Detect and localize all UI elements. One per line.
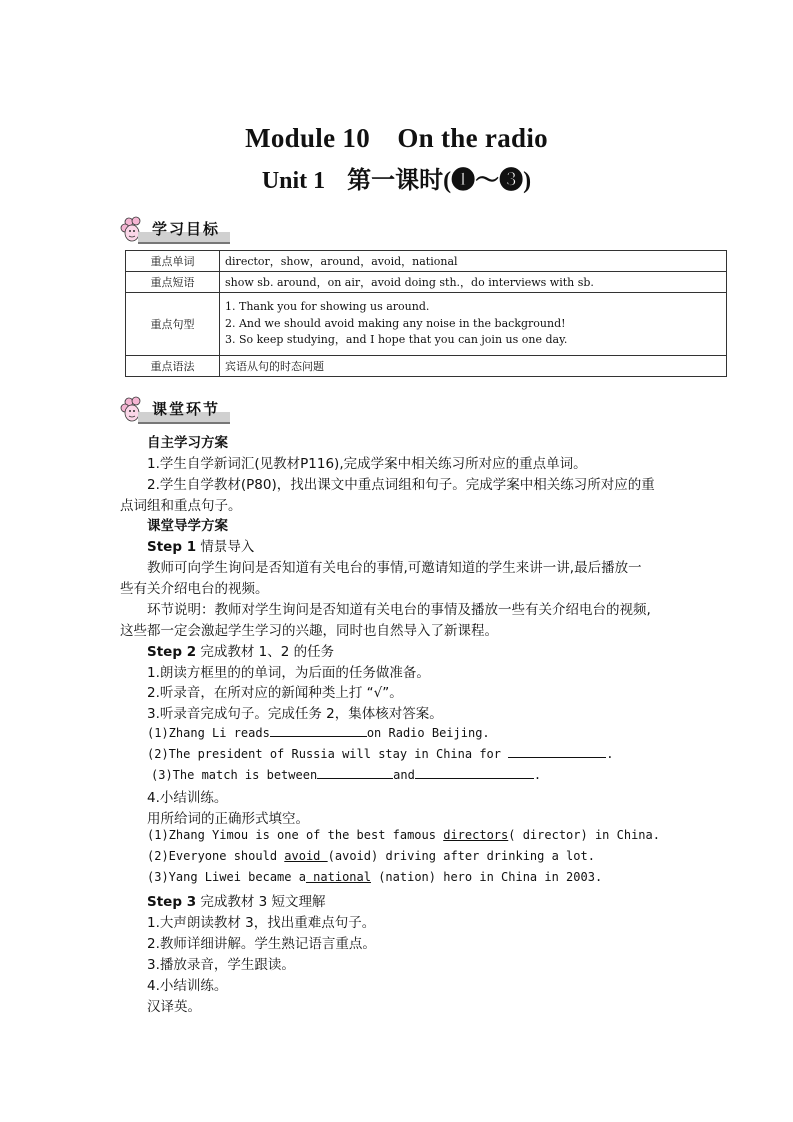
sentence-text: (3)Yang Liwei became a: [147, 870, 306, 884]
step-title: 完成教材 1、2 的任务: [200, 644, 335, 660]
exercise-sentence: [147, 745, 613, 761]
classroom-banner: [120, 396, 232, 424]
guide-heading: 课堂导学方案: [147, 518, 228, 534]
sentence-text: (3)The match is between: [151, 768, 318, 782]
sentence-text: ( director) in China.: [508, 828, 660, 842]
goals-banner: [120, 216, 232, 244]
table-row: [126, 272, 727, 293]
instruction: 汉译英。: [147, 999, 201, 1015]
sentence-text: on Radio Beijing.: [366, 726, 490, 740]
goals-table: [125, 250, 727, 377]
row-value: 宾语从句的时态问题: [220, 356, 727, 377]
goals-banner-text: 学习目标: [152, 220, 221, 238]
list-item: 2.教师详细讲解。学生熟记语言重点。: [147, 936, 376, 952]
unit-label: Unit 1: [261, 168, 326, 194]
row-value: show sb. around，on air，avoid doing sth.，do interviews with sb.: [220, 272, 727, 293]
sentence-text: (nation) hero in China in 2003.: [370, 870, 603, 884]
list-item: 2.听录音，在所对应的新闻种类上打 “√”。: [147, 685, 403, 701]
table-row: [126, 356, 727, 377]
sentence-line: 1. Thank you for showing us around.: [225, 300, 430, 314]
sentence-line: 3. So keep studying，and I hope that you can join us one day.: [225, 333, 568, 347]
paragraph-line: 教师可向学生询问是否知道有关电台的事情,可邀请知道的学生来讲一讲,最后播放一: [147, 560, 642, 576]
step-2-heading: [147, 640, 334, 660]
sentence-text: .: [606, 747, 614, 761]
list-item: 3.播放录音，学生跟读。: [147, 957, 295, 973]
table-row: [126, 293, 727, 356]
sentence-line: 2. And we should avoid making any noise in the background!: [225, 316, 566, 330]
exercise-sentence: [147, 849, 595, 863]
step-1-heading: [147, 535, 254, 555]
classroom-banner-text: 课堂环节: [152, 400, 221, 418]
sentence-text: (1)Zhang Li reads: [147, 726, 270, 740]
list-item: 1.朗读方框里的的单词，为后面的任务做准备。: [147, 665, 430, 681]
sentence-text: .: [533, 768, 542, 782]
lesson-label: 第一课时(❶～❸): [347, 168, 532, 194]
step-3-heading: [147, 890, 326, 910]
self-study-heading: 自主学习方案: [147, 435, 228, 451]
list-item: 4.小结训练。: [147, 790, 228, 806]
sentence-text: and: [393, 768, 415, 782]
list-item: 4.小结训练。: [147, 978, 228, 994]
sentence-text: (1)Zhang Yimou is one of the best famous: [147, 828, 444, 842]
answer-text: directors: [443, 828, 509, 842]
row-label: 重点单词: [126, 251, 220, 272]
answer-text: avoid: [284, 849, 328, 863]
answer-blank[interactable]: [270, 724, 367, 737]
sentence-text: (2)The president of Russia will stay in China for: [147, 747, 502, 761]
answer-blank[interactable]: [508, 745, 606, 758]
paragraph-line: 点词组和重点句子。: [120, 498, 242, 514]
exercise-sentence: [151, 766, 541, 782]
sentence-text: (2)Everyone should: [147, 849, 285, 863]
answer-text: national: [305, 870, 371, 884]
step-label: Step 3: [147, 894, 197, 910]
exercise-sentence: [147, 724, 490, 740]
exercise-sentence: [147, 828, 660, 842]
paragraph-line: 这些都一定会激起学生学习的兴趣，同时也自然导入了新课程。: [120, 623, 498, 639]
table-row: [126, 251, 727, 272]
unit-title: [0, 160, 793, 195]
sentence-text: (avoid) driving after drinking a lot.: [327, 849, 595, 863]
paragraph-line: 2.学生自学教材(P80)，找出课文中重点词组和句子。完成学案中相关练习所对应的重: [147, 477, 655, 493]
list-item: 1.大声朗读教材 3，找出重难点句子。: [147, 915, 376, 931]
answer-blank[interactable]: [415, 766, 534, 779]
paragraph-line: 些有关介绍电台的视频。: [120, 581, 269, 597]
answer-blank[interactable]: [317, 766, 393, 779]
exercise-sentence: [147, 870, 602, 884]
step-title: 完成教材 3 短文理解: [200, 894, 326, 910]
paragraph-line: 1.学生自学新词汇(见教材P116),完成学案中相关练习所对应的重点单词。: [147, 456, 587, 472]
step-title: 情景导入: [200, 539, 255, 555]
step-label: Step 1: [147, 539, 197, 555]
row-label: 重点句型: [126, 293, 220, 356]
row-value: director，show，around，avoid，national: [220, 251, 727, 272]
row-label: 重点短语: [126, 272, 220, 293]
paragraph-line: 环节说明：教师对学生询问是否知道有关电台的事情及播放一些有关介绍电台的视频,: [147, 602, 651, 618]
list-item: 3.听录音完成句子。完成任务 2，集体核对答案。: [147, 706, 443, 722]
step-label: Step 2: [147, 644, 197, 660]
row-label: 重点语法: [126, 356, 220, 377]
instruction: 用所给词的正确形式填空。: [147, 811, 309, 827]
module-title: Module 10 On the radio: [245, 123, 548, 153]
